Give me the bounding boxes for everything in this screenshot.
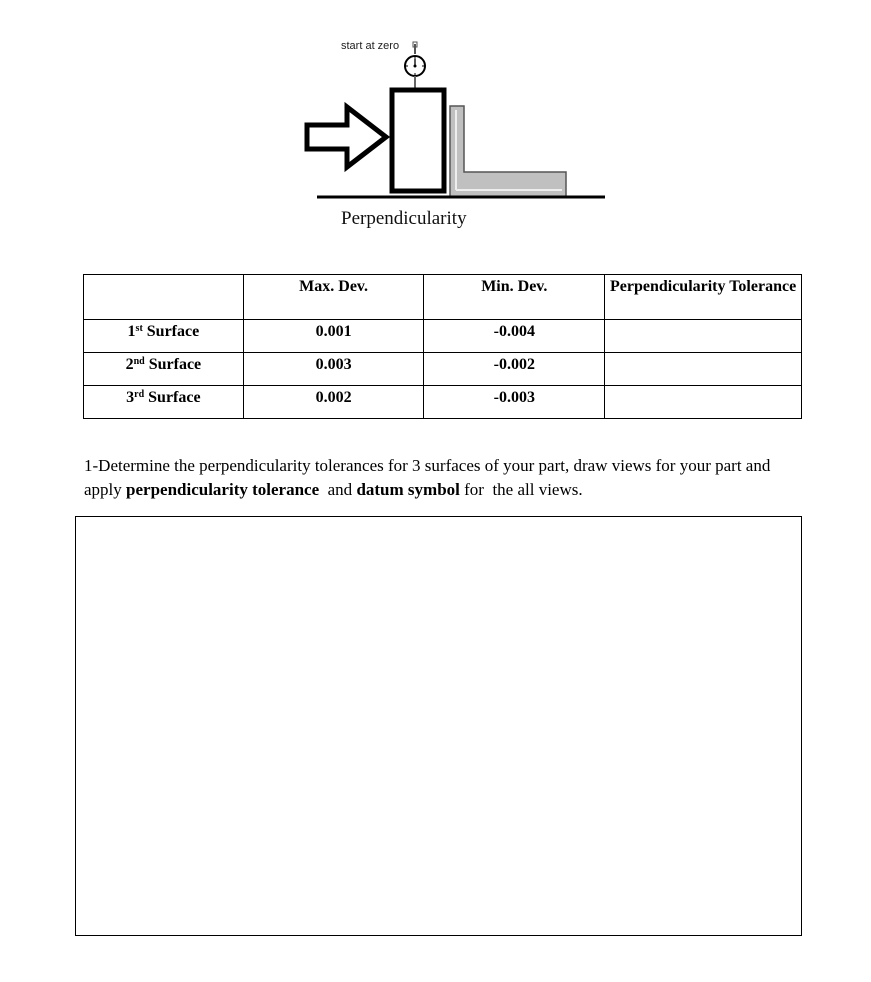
cell-tolerance[interactable] (605, 353, 802, 386)
cell-tolerance[interactable] (605, 386, 802, 419)
cell-max-dev: 0.001 (243, 320, 424, 353)
instructions-text: 1-Determine the perpendicularity tolerances for 3 surfaces of your part, draw views for your part and apply perpendicularity tolerance and datum symbol for the all views. (84, 456, 771, 499)
header-min-dev: Min. Dev. (424, 275, 605, 320)
cell-min-dev: -0.003 (424, 386, 605, 419)
row-label: 1st Surface (84, 320, 244, 353)
table-row (84, 320, 802, 353)
dial-indicator-icon (405, 56, 425, 76)
figure-top-label: start at zero (341, 40, 400, 52)
header-max-dev: Max. Dev. (243, 275, 424, 320)
row-label: 3rd Surface (84, 386, 244, 419)
table-row (84, 353, 802, 386)
cell-min-dev: -0.002 (424, 353, 605, 386)
part-block (392, 90, 444, 191)
cell-max-dev: 0.002 (243, 386, 424, 419)
square-fixture (450, 106, 566, 197)
drawing-answer-box[interactable] (75, 516, 802, 936)
figure-caption: Perpendicularity (341, 208, 467, 229)
cell-tolerance[interactable] (605, 320, 802, 353)
table-row (84, 386, 802, 419)
cell-min-dev: -0.004 (424, 320, 605, 353)
deviation-table (83, 274, 802, 419)
push-arrow-icon (307, 107, 386, 167)
cell-max-dev: 0.003 (243, 353, 424, 386)
perpendicularity-figure (300, 30, 610, 240)
table-header-row (84, 275, 802, 320)
header-tolerance: Perpendicularity Tolerance (605, 275, 802, 320)
header-blank (84, 275, 244, 320)
row-label: 2nd Surface (84, 353, 244, 386)
